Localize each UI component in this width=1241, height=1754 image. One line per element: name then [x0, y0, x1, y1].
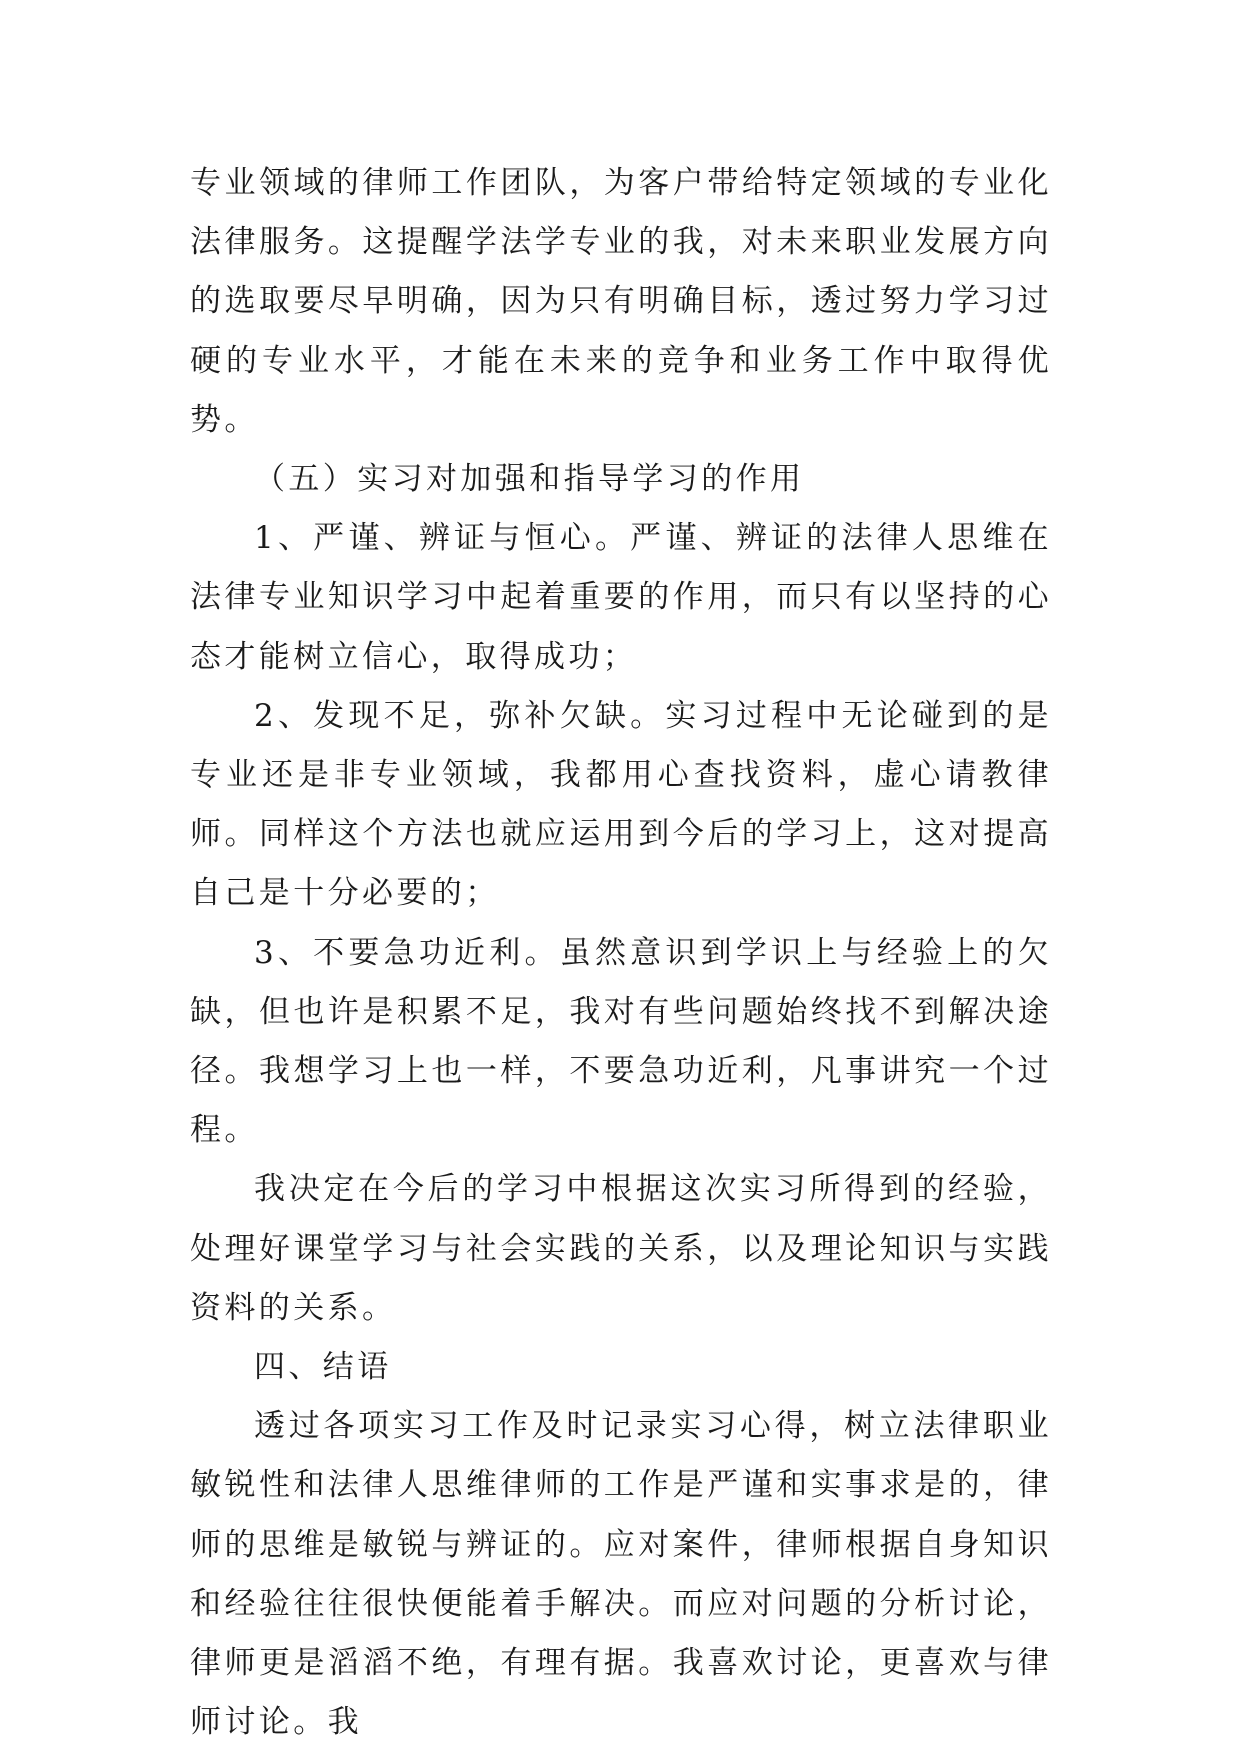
- section-heading-five: （五）实习对加强和指导学习的作用: [254, 461, 805, 498]
- list-item-1: 1、严谨、辨证与恒心。严谨、辨证的法律人思维在法律专业知识学习中起着重要的作用，而只有以坚持的心态才能树立信心，取得成功；: [190, 520, 1052, 675]
- list-item-3: 3、不要急功近利。虽然意识到学识上与经验上的欠缺，但也许是积累不足，我对有些问题始终找不到解决途径。我想学习上也一样，不要急功近利，凡事讲究一个过程。: [190, 934, 1052, 1149]
- paragraph-decision: 我决定在今后的学习中根据这次实习所得到的经验，处理好课堂学习与社会实践的关系，以及理论知识与实践资料的关系。: [190, 1171, 1052, 1326]
- section-heading-conclusion: 四、结语: [254, 1349, 392, 1386]
- paragraph-conclusion: 透过各项实习工作及时记录实习心得，树立法律职业敏锐性和法律人思维律师的工作是严谨和实事求是的，律师的思维是敏锐与辨证的。应对案件，律师根据自身知识和经验往往很快便能着手解决。而应对问题的分析讨论，律师更是滔滔不绝，有理有据。我喜欢讨论，更喜欢与律师讨论。我: [190, 1408, 1052, 1741]
- list-item-2: 2、发现不足，弥补欠缺。实习过程中无论碰到的是专业还是非专业领域，我都用心查找资料，虚心请教律师。同样这个方法也就应运用到今后的学习上，这对提高自己是十分必要的；: [190, 697, 1052, 912]
- document-body: [190, 154, 1052, 1752]
- paragraph-continued: 专业领域的律师工作团队，为客户带给特定领域的专业化法律服务。这提醒学法学专业的我，对未来职业发展方向的选取要尽早明确，因为只有明确目标，透过努力学习过硬的专业水平，才能在未来的竞争和业务工作中取得优势。: [190, 165, 1052, 438]
